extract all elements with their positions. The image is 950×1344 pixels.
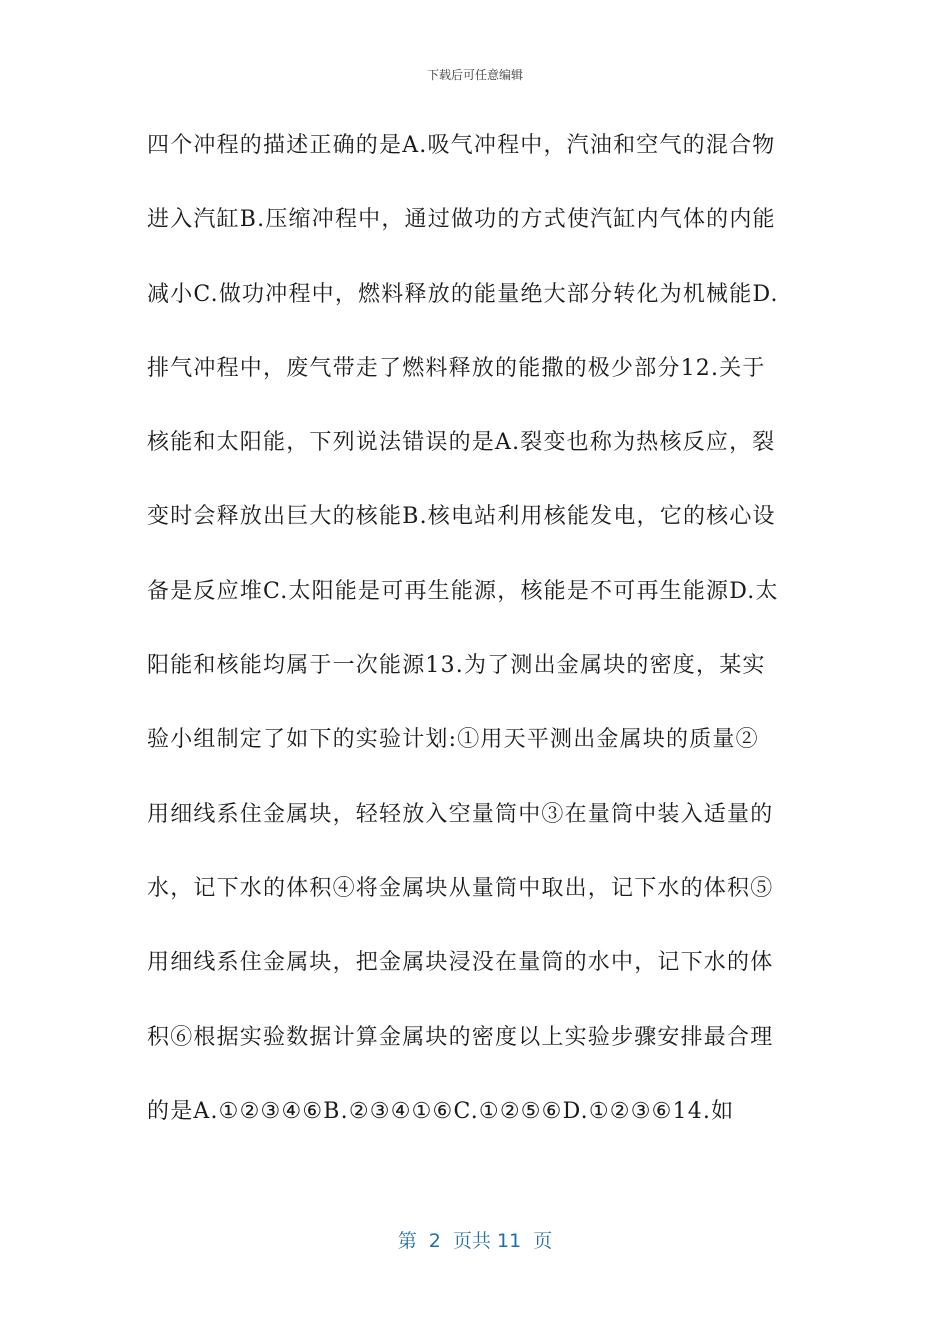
body-line: 备是反应堆C.太阳能是可再生能源，核能是不可再生能源D.太 [147,578,779,604]
page-number-footer: 第 2 页共 11 页 [397,1230,553,1252]
body-line: 积⑥根据实验数据计算金属块的密度以上实验步骤安排最合理 [147,1024,774,1050]
body-line: 水，记下水的体积④将金属块从量筒中取出，记下水的体积⑤ [147,875,774,901]
document-body [147,124,807,1164]
body-line: 减小C.做功冲程中，燃料释放的能量绝大部分转化为机械能D. [147,281,779,307]
body-line: 用细线系住金属块，把金属块浸没在量筒的水中，记下水的体 [147,950,774,976]
body-line: 用细线系住金属块，轻轻放入空量筒中③在量筒中装入适量的 [147,801,774,827]
body-line: 变时会释放出巨大的核能B.核电站利用核能发电，它的核心设 [147,504,776,530]
page-header: 下载后可任意编辑 [426,68,523,82]
body-line: 进入汽缸B.压缩冲程中，通过做功的方式使汽缸内气体的内能 [147,207,776,233]
body-line: 四个冲程的描述正确的是A.吸气冲程中，汽油和空气的混合物 [147,133,776,158]
body-line: 排气冲程中，废气带走了燃料释放的能撒的极少部分12.关于 [147,355,766,381]
body-line: 阳能和核能均属于一次能源13.为了测出金属块的密度，某实 [147,653,766,679]
body-line: 核能和太阳能，下列说法错误的是A.裂变也称为热核反应，裂 [147,430,776,456]
body-line: 验小组制定了如下的实验计划:①用天平测出金属块的质量② [147,727,759,753]
body-line: 的是A.①②③④⑥B.②③④①⑥C.①②⑤⑥D.①②③⑥14.如 [147,1098,735,1124]
